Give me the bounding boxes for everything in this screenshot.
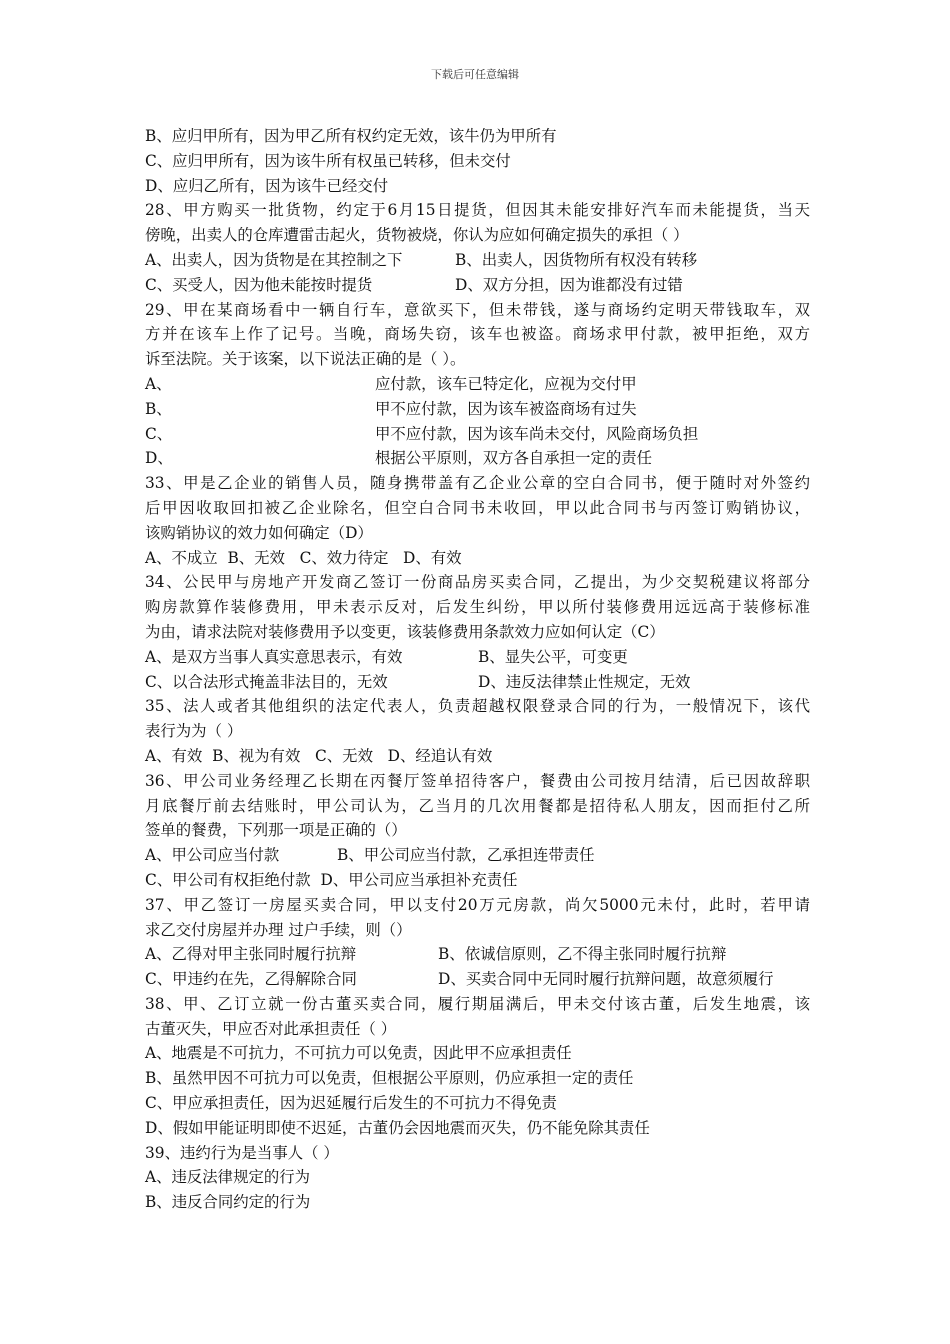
option-row bbox=[145, 397, 810, 422]
question-line: 34、公民甲与房地产开发商乙签订一份商品房买卖合同，乙提出，为少交契税建议将部分 bbox=[145, 573, 810, 592]
option-line: A、地震是不可抗力，不可抗力可以免责，因此甲不应承担责任 bbox=[145, 1044, 572, 1063]
question-line: 为由，请求法院对装修费用予以变更，该装修费用条款效力应如何认定（C） bbox=[145, 622, 665, 641]
document-body bbox=[145, 124, 810, 1215]
question-line: 38、甲、乙订立就一份古董买卖合同，履行期届满后，甲未交付该古董，后发生地震，该 bbox=[145, 994, 810, 1013]
option-c: C、甲违约在先，乙得解除合同 bbox=[145, 970, 357, 989]
option-row bbox=[145, 273, 810, 298]
question-line: 求乙交付房屋并办理 过户手续，则（） bbox=[145, 920, 412, 939]
option-d: D、违反法律禁止性规定，无效 bbox=[478, 672, 691, 691]
option-row bbox=[145, 372, 810, 397]
question-line: 37、甲乙签订一房屋买卖合同，甲以支付20万元房款，尚欠5000元未付，此时，若甲请 bbox=[145, 895, 810, 914]
question-line: 后甲因收取回扣被乙企业除名，但空白合同书未收回，甲以此合同书与丙签订购销协议， bbox=[145, 498, 810, 517]
option-row bbox=[145, 843, 810, 868]
option-c: C、以合法形式掩盖非法目的，无效 bbox=[145, 672, 388, 691]
option-line: B、应归甲所有，因为甲乙所有权约定无效，该牛仍为甲所有 bbox=[145, 127, 557, 145]
question-line: 28、甲方购买一批货物，约定于6月15日提货，但因其未能安排好汽车而未能提货，当天 bbox=[145, 201, 810, 220]
option-row bbox=[145, 248, 810, 273]
option-b: B、出卖人，因货物所有权没有转移 bbox=[455, 250, 698, 269]
option-b: B、 bbox=[145, 399, 172, 418]
option-row bbox=[145, 446, 810, 471]
option-a: A、 bbox=[145, 374, 172, 393]
question-line: 傍晚，出卖人的仓库遭雷击起火，货物被烧，你认为应如何确定损失的承担（ ） bbox=[145, 226, 689, 245]
option-line: D、假如甲能证明即使不迟延，古董仍会因地震而灭失，仍不能免除其责任 bbox=[145, 1118, 650, 1137]
page-header: 下载后可任意编辑 bbox=[431, 68, 519, 81]
question-line: 36、甲公司业务经理乙长期在丙餐厅签单招待客户，餐费由公司按月结清，后已因故辞职 bbox=[145, 771, 810, 790]
option-line: B、虽然甲因不可抗力可以免责，但根据公平原则，仍应承担一定的责任 bbox=[145, 1069, 634, 1088]
option-b: B、依诚信原则，乙不得主张同时履行抗辩 bbox=[438, 945, 727, 964]
option-a: A、乙得对甲主张同时履行抗辩 bbox=[145, 945, 357, 964]
question-line: 月底餐厅前去结账时，甲公司认为，乙当月的几次用餐都是招待私人朋友，因而拒付乙所 bbox=[145, 796, 810, 815]
option-a-text: 应付款，该车已特定化，应视为交付甲 bbox=[375, 374, 637, 393]
option-line: A、违反法律规定的行为 bbox=[145, 1168, 311, 1187]
option-line: B、违反合同约定的行为 bbox=[145, 1193, 311, 1212]
option-d: D、买卖合同中无同时履行抗辩问题，故意须履行 bbox=[438, 970, 774, 989]
option-line: A、有效 B、视为有效 C、无效 D、经追认有效 bbox=[145, 746, 493, 765]
option-a: A、甲公司应当付款 bbox=[145, 846, 280, 865]
option-line: C、甲应承担责任，因为迟延履行后发生的不可抗力不得免责 bbox=[145, 1094, 557, 1113]
option-b: B、甲公司应当付款，乙承担连带责任 bbox=[337, 846, 595, 865]
option-line: C、甲公司有权拒绝付款 D、甲公司应当承担补充责任 bbox=[145, 870, 518, 889]
option-d: D、双方分担，因为谁都没有过错 bbox=[455, 275, 683, 294]
question-line: 39、违约行为是当事人（ ） bbox=[145, 1143, 339, 1162]
option-line: A、不成立 B、无效 C、效力待定 D、有效 bbox=[145, 548, 462, 567]
question-line: 诉至法院。关于该案，以下说法正确的是（ ）。 bbox=[145, 350, 466, 369]
option-d: D、 bbox=[145, 449, 173, 468]
option-line: D、应归乙所有，因为该牛已经交付 bbox=[145, 176, 389, 195]
question-line: 表行为为（ ） bbox=[145, 722, 243, 741]
option-b-text: 甲不应付款，因为该车被盗商场有过失 bbox=[375, 399, 637, 418]
question-line: 33、甲是乙企业的销售人员，随身携带盖有乙企业公章的空白合同书，便于随时对外签约 bbox=[145, 474, 810, 493]
question-line: 该购销协议的效力如何确定（D） bbox=[145, 523, 373, 542]
option-a: A、是双方当事人真实意思表示，有效 bbox=[145, 647, 403, 666]
option-c: C、买受人，因为他未能按时提货 bbox=[145, 275, 373, 294]
question-line: 签单的餐费，下列那一项是正确的（） bbox=[145, 821, 407, 840]
option-row bbox=[145, 422, 810, 447]
question-line: 35、法人或者其他组织的法定代表人，负责超越权限登录合同的行为，一般情况下，该代 bbox=[145, 697, 810, 716]
option-c-text: 甲不应付款，因为该车尚未交付，风险商场负担 bbox=[375, 424, 699, 443]
option-a: A、出卖人，因为货物是在其控制之下 bbox=[145, 250, 403, 269]
question-line: 古董灭失，甲应否对此承担责任（ ） bbox=[145, 1019, 397, 1038]
option-row bbox=[145, 645, 810, 670]
question-line: 29、甲在某商场看中一辆自行车，意欲买下，但未带钱，遂与商场约定明天带钱取车，双 bbox=[145, 300, 810, 319]
option-line: C、应归甲所有，因为该牛所有权虽已转移，但未交付 bbox=[145, 151, 511, 170]
option-c: C、 bbox=[145, 424, 173, 443]
option-row bbox=[145, 670, 810, 695]
question-line: 购房款算作装修费用，甲未表示反对，后发生纠纷，甲以所付装修费用远远高于装修标准 bbox=[145, 598, 810, 617]
option-row bbox=[145, 967, 810, 992]
option-row bbox=[145, 942, 810, 967]
option-b: B、显失公平，可变更 bbox=[478, 647, 628, 666]
option-d-text: 根据公平原则，双方各自承担一定的责任 bbox=[375, 449, 653, 468]
question-line: 方并在该车上作了记号。当晚，商场失窃，该车也被盗。商场求甲付款，被甲拒绝，双方 bbox=[145, 325, 810, 344]
